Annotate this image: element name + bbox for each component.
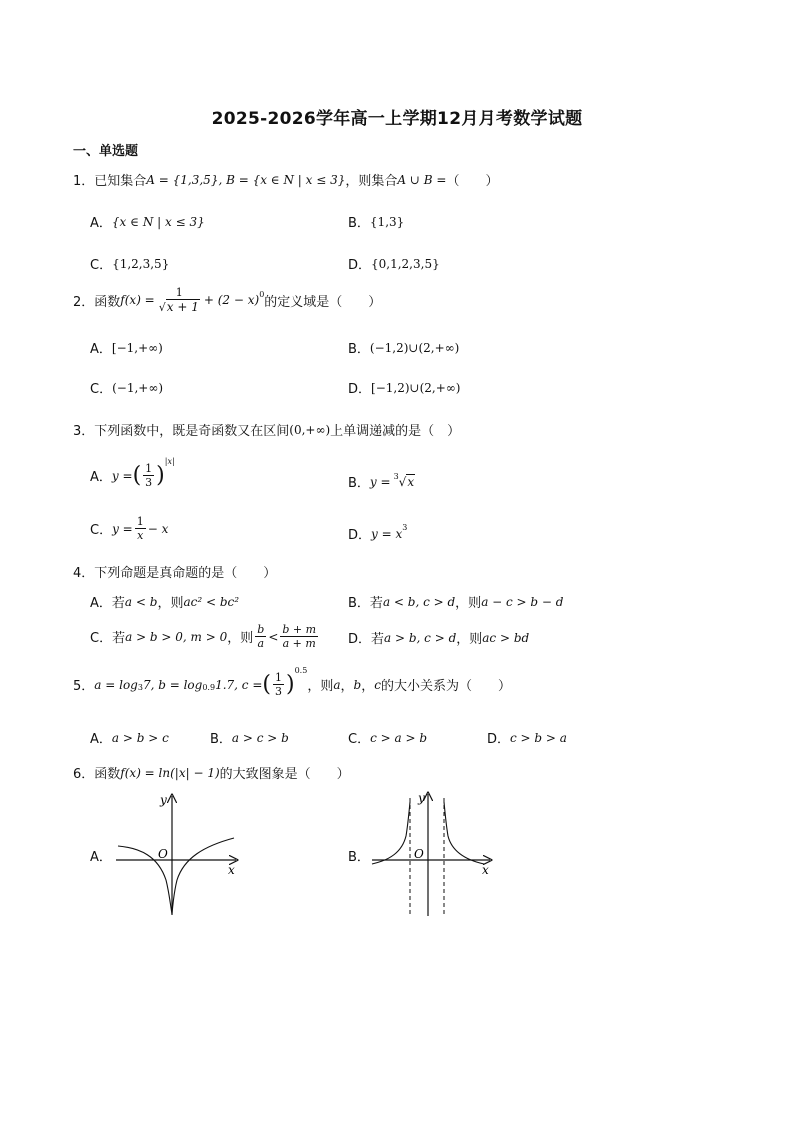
option-label: A．: [90, 342, 112, 357]
q5-number: 5．: [73, 679, 95, 694]
q2-f: f(x) =: [120, 293, 155, 307]
q5-var-c: c: [374, 677, 381, 692]
option-label: C．: [90, 523, 113, 538]
q4-option-c[interactable]: [90, 624, 320, 649]
numerator: 1: [274, 671, 282, 684]
q1-mid: ，则集合: [345, 174, 398, 189]
paren-right: ): [285, 672, 295, 697]
q3-option-d[interactable]: [348, 524, 407, 543]
q6-prefix: 函数: [94, 767, 121, 782]
option-label: C．: [90, 258, 113, 273]
q3a-fraction: [143, 463, 154, 488]
q2-prefix: 函数: [94, 294, 121, 310]
q2-exp: 0: [259, 289, 265, 299]
option-label: B．: [348, 850, 370, 865]
option-cond: a > b, c > d: [384, 630, 457, 645]
q1-union: A ∪ B =: [397, 172, 447, 187]
option-label: C．: [348, 732, 371, 747]
origin-label: O: [158, 847, 168, 861]
option-text: c > b > a: [510, 730, 567, 745]
question-5: [73, 666, 511, 698]
q3c-fraction: [135, 516, 146, 541]
q2-denominator: √x + 1: [158, 300, 199, 314]
option-pre: 若: [371, 632, 385, 647]
x-label: x: [482, 863, 489, 877]
option-text: a > c > b: [231, 730, 289, 745]
option-label: A．: [90, 216, 112, 231]
option-label: D．: [348, 528, 372, 543]
q5-c: 1.7, c =: [215, 677, 263, 692]
q5-option-b[interactable]: [210, 728, 289, 747]
q6-number: 6．: [73, 767, 95, 782]
option-label: C．: [90, 382, 113, 397]
q2-option-a[interactable]: [90, 338, 163, 357]
y-label: y: [418, 791, 425, 805]
question-4: [73, 562, 276, 581]
q3-interval: (0,+∞): [289, 422, 331, 437]
q5-sep: ，: [340, 679, 354, 694]
option-label: A．: [90, 596, 112, 611]
curve-right: [444, 802, 484, 864]
option-text: {1,3}: [369, 214, 405, 229]
option-pre: 若: [369, 596, 383, 611]
q1-sets: A = {1,3,5}, B = {x ∈ N | x ≤ 3}: [146, 172, 346, 187]
curve-left: [372, 802, 410, 864]
paren-left: (: [132, 463, 142, 488]
denominator: a: [257, 637, 265, 650]
option-label: D．: [487, 732, 511, 747]
q4-option-d[interactable]: [348, 628, 529, 647]
q2-radicand: x + 1: [166, 300, 199, 314]
q4-text: 下列命题是真命题的是（ ）: [94, 566, 277, 581]
x-label: x: [228, 863, 235, 877]
q5-sep: ，: [361, 679, 375, 694]
q4-option-b[interactable]: [348, 592, 563, 611]
q4-number: 4．: [73, 566, 95, 581]
q2-option-b[interactable]: [348, 338, 459, 357]
q4c-frac1: [255, 624, 266, 649]
option-pre: 若: [111, 596, 125, 611]
option-label: C．: [90, 631, 113, 646]
q2-option-c[interactable]: [90, 378, 163, 397]
question-6: [73, 763, 350, 782]
q1-option-a[interactable]: [90, 212, 205, 231]
numerator: b + m: [282, 623, 317, 636]
option-label: D．: [348, 632, 372, 647]
option-label: D．: [348, 382, 372, 397]
option-label: B．: [348, 476, 370, 491]
question-1: [73, 170, 498, 189]
q5-b: 7, b = log: [142, 677, 203, 692]
q6-f: f(x) = ln(|x| − 1): [120, 765, 220, 780]
q5-fraction: [273, 672, 284, 697]
question-2: [73, 287, 381, 313]
q5-post-pre: ，则: [307, 679, 334, 694]
numerator: b: [257, 623, 265, 636]
less-than: <: [268, 629, 279, 644]
q5-option-c[interactable]: [348, 728, 427, 747]
q1-paren: （ ）: [446, 174, 499, 189]
option-text: [−1,+∞): [111, 340, 163, 355]
option-cond: a < b: [124, 594, 158, 609]
q3b-y: y =: [369, 474, 391, 489]
q6-graph-b[interactable]: [370, 788, 496, 920]
paren-left: (: [262, 672, 271, 697]
q4-option-a[interactable]: [90, 592, 239, 611]
option-text: c > a > b: [370, 730, 428, 745]
q5-option-a[interactable]: [90, 728, 169, 747]
option-res: ac > bd: [482, 630, 530, 645]
option-label: B．: [348, 216, 370, 231]
q3d-exp: 3: [402, 523, 408, 532]
question-3: [73, 420, 460, 439]
root-index: 3: [393, 472, 399, 481]
q3a-exp: |x|: [164, 457, 175, 466]
q2-option-d[interactable]: [348, 378, 460, 397]
option-mid: ，则: [456, 632, 483, 647]
numerator: 1: [145, 462, 153, 475]
q3b-x: x: [407, 475, 415, 489]
option-text: a > b > c: [111, 730, 169, 745]
q3c-y: y =: [112, 521, 133, 536]
y-label: y: [160, 793, 167, 807]
denominator: x: [137, 529, 144, 542]
q2-post: 的定义域是（ ）: [264, 294, 382, 310]
option-mid: ，则: [227, 631, 254, 646]
option-res: a − c > b − d: [481, 594, 564, 609]
option-mid: ，则: [455, 596, 482, 611]
option-label: B．: [348, 596, 370, 611]
q3-option-a[interactable]: [90, 457, 175, 489]
q5-var-a: a: [333, 677, 341, 692]
q4c-frac2: [280, 624, 318, 649]
option-pre: 若: [112, 631, 126, 646]
option-res: ac² < bc²: [183, 594, 240, 609]
q1-option-d[interactable]: [348, 254, 440, 273]
option-label: A．: [90, 732, 112, 747]
q3d-y: y = x: [371, 526, 403, 541]
q5-var-b: b: [353, 677, 362, 692]
q3-post: 上单调递减的是（ ）: [330, 424, 461, 439]
option-label: B．: [348, 342, 370, 357]
denominator: 3: [274, 685, 282, 698]
q5-exp: 0.5: [294, 666, 308, 675]
option-mid: ，则: [157, 596, 184, 611]
q1-option-b[interactable]: [348, 212, 404, 231]
q3-prefix: 下列函数中，既是奇函数又在区间: [94, 424, 290, 439]
option-text: {x ∈ N | x ≤ 3}: [111, 214, 205, 229]
option-cond: a > b > 0, m > 0: [125, 629, 228, 644]
numerator: 1: [136, 515, 144, 528]
section-heading: 一、单选题: [73, 144, 139, 159]
q6-option-a[interactable]: [90, 846, 112, 865]
q2-fraction: [157, 287, 202, 313]
denominator: a + m: [282, 637, 316, 650]
q2-numerator: 1: [175, 286, 183, 299]
option-label: D．: [348, 258, 372, 273]
q1-prefix: 已知集合: [94, 174, 147, 189]
q5-post: 的大小关系为（ ）: [380, 679, 511, 694]
page-title: 2025-2026学年高一上学期12月月考数学试题: [211, 109, 583, 129]
option-text: [−1,2)∪(2,+∞): [371, 380, 461, 395]
q3a-y: y =: [111, 468, 133, 483]
origin-label: O: [414, 847, 424, 861]
denominator: 3: [145, 476, 153, 489]
option-label: A．: [90, 850, 112, 865]
curve-right: [172, 838, 234, 914]
q5-a-base: 3: [137, 683, 143, 692]
q6-graph-a[interactable]: [112, 790, 242, 920]
q5-b-base: 0.9: [202, 683, 216, 692]
q2-rest: + (2 − x): [203, 293, 260, 307]
q3-option-b[interactable]: [348, 472, 415, 491]
q1-number: 1．: [73, 174, 95, 189]
option-text: {1,2,3,5}: [112, 256, 170, 271]
option-label: A．: [90, 470, 112, 485]
q6-post: 的大致图象是（ ）: [219, 767, 350, 782]
option-label: B．: [210, 732, 232, 747]
radical-sign: √: [398, 474, 407, 489]
q3-option-c[interactable]: [90, 516, 168, 541]
option-cond: a < b, c > d: [382, 594, 456, 609]
q5-option-d[interactable]: [487, 728, 567, 747]
option-text: (−1,2)∪(2,+∞): [369, 340, 460, 355]
q1-option-c[interactable]: [90, 254, 169, 273]
option-text: (−1,+∞): [112, 380, 163, 395]
q3c-rest: − x: [147, 521, 169, 536]
paren-right: ): [156, 463, 165, 488]
q6-option-b[interactable]: [348, 846, 370, 865]
q5-a: a = log: [94, 677, 138, 692]
option-text: {0,1,2,3,5}: [371, 256, 440, 271]
q3-number: 3．: [73, 424, 95, 439]
q2-number: 2．: [73, 294, 95, 310]
